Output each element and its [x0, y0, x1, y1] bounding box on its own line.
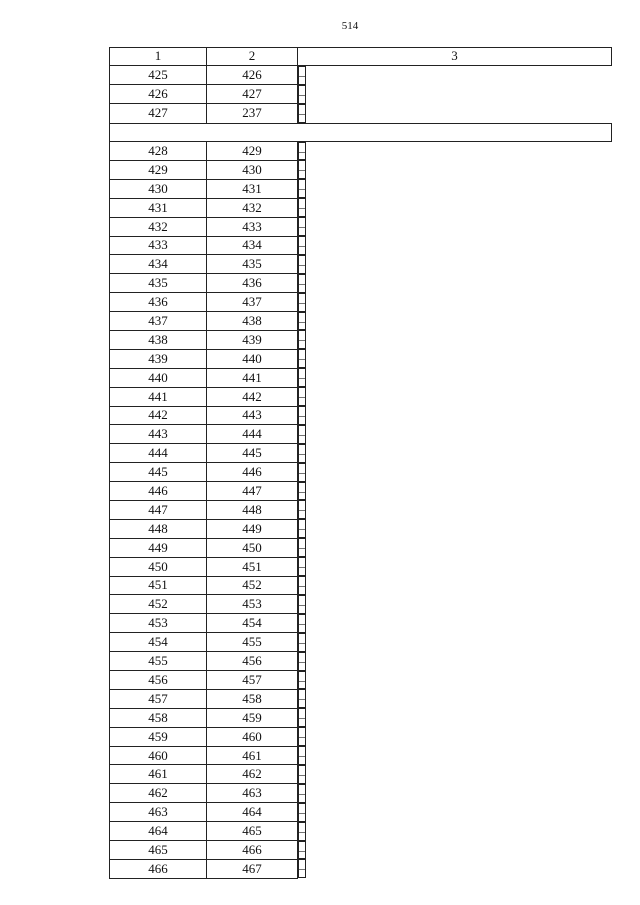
table-cell-col-3: – — [298, 463, 306, 482]
table-cell-col-1: 438 — [110, 330, 207, 349]
table-cell-col-1: 443 — [110, 425, 207, 444]
table-row — [110, 349, 612, 368]
table-cell-col-2: 456 — [207, 652, 298, 671]
table-cell-col-3: – — [298, 727, 306, 746]
table-row — [110, 387, 612, 406]
table-row — [110, 368, 612, 387]
table-row — [110, 293, 612, 312]
table-cell-col-2: 449 — [207, 519, 298, 538]
table-cell-col-3: – — [298, 425, 306, 444]
table-cell-col-2: 443 — [207, 406, 298, 425]
table-cell-col-1: 436 — [110, 293, 207, 312]
table-row — [110, 614, 612, 633]
table-cell-col-3: – — [298, 160, 306, 179]
table-cell-col-1: 454 — [110, 633, 207, 652]
table-cell-col-1: 444 — [110, 444, 207, 463]
table-row — [110, 576, 612, 595]
table-cell-col-1: 435 — [110, 274, 207, 293]
table-cell-col-2: 426 — [207, 65, 298, 84]
table-cell-col-2: 460 — [207, 727, 298, 746]
table-row — [110, 689, 612, 708]
table-cell-col-2: 454 — [207, 614, 298, 633]
table-cell-col-1: 439 — [110, 349, 207, 368]
table-row — [110, 841, 612, 860]
table-cell-col-3: – — [298, 633, 306, 652]
table-cell-col-2: 457 — [207, 671, 298, 690]
table-cell-col-1: 460 — [110, 746, 207, 765]
table-row — [110, 198, 612, 217]
table-row — [110, 425, 612, 444]
table-cell-col-1: 458 — [110, 708, 207, 727]
table-cell-col-2: 458 — [207, 689, 298, 708]
table-cell-col-2: 435 — [207, 255, 298, 274]
table-row — [110, 557, 612, 576]
table-cell-col-2: 453 — [207, 595, 298, 614]
table-cell-col-1: 459 — [110, 727, 207, 746]
table-cell-col-2: 445 — [207, 444, 298, 463]
table-row — [110, 765, 612, 784]
table-row — [110, 463, 612, 482]
table-cell-col-1: 455 — [110, 652, 207, 671]
table-cell-col-3: – — [298, 66, 306, 85]
table-cell-col-3: – — [298, 708, 306, 727]
table-cell-col-3: – — [298, 444, 306, 463]
table-cell-col-3: – — [298, 104, 306, 123]
table-row — [110, 406, 612, 425]
table-cell-col-2: 430 — [207, 160, 298, 179]
table-cell-col-3: – — [298, 179, 306, 198]
table-row — [110, 652, 612, 671]
table-cell-col-2: 450 — [207, 538, 298, 557]
table-row — [110, 217, 612, 236]
table-row — [110, 671, 612, 690]
table-cell-col-3: – — [298, 746, 306, 765]
table-row — [110, 85, 612, 104]
table-cell-col-3: – — [298, 671, 306, 690]
table-cell-col-1: 432 — [110, 217, 207, 236]
table-cell-col-1: 431 — [110, 198, 207, 217]
table-cell-col-1: 426 — [110, 85, 207, 104]
table-row — [110, 330, 612, 349]
table-cell-col-1: 428 — [110, 141, 207, 160]
table-cell-col-2: 441 — [207, 368, 298, 387]
table-cell-col-1: 446 — [110, 482, 207, 501]
table-cell-col-1: 427 — [110, 104, 207, 123]
table-cell-col-3: – — [298, 236, 306, 255]
table-row — [110, 784, 612, 803]
table-cell-col-1: 425 — [110, 65, 207, 84]
table-cell-col-2: 455 — [207, 633, 298, 652]
table-cell-col-1: 466 — [110, 859, 207, 878]
table-cell-col-1: 430 — [110, 179, 207, 198]
table-cell-col-2: 459 — [207, 708, 298, 727]
table-row — [110, 519, 612, 538]
table-row — [110, 160, 612, 179]
table-cell-col-2: 465 — [207, 822, 298, 841]
table-row — [110, 803, 612, 822]
table-separator-row — [110, 123, 612, 141]
table-cell-col-2: 237 — [207, 104, 298, 123]
table-row — [110, 633, 612, 652]
table-cell-col-2: 444 — [207, 425, 298, 444]
table-cell-col-1: 464 — [110, 822, 207, 841]
table-separator-cell — [110, 123, 612, 141]
table-cell-col-3: – — [298, 784, 306, 803]
table-cell-col-3: – — [298, 312, 306, 331]
table-row — [110, 255, 612, 274]
table-cell-col-2: 432 — [207, 198, 298, 217]
table-cell-col-2: 429 — [207, 141, 298, 160]
table-cell-col-3: – — [298, 803, 306, 822]
table-cell-col-3: – — [298, 557, 306, 576]
table-cell-col-2: 467 — [207, 859, 298, 878]
table-cell-col-2: 433 — [207, 217, 298, 236]
data-table-container — [109, 47, 611, 879]
table-cell-col-1: 452 — [110, 595, 207, 614]
table-cell-col-1: 437 — [110, 312, 207, 331]
table-cell-col-3: – — [298, 689, 306, 708]
table-cell-col-1: 457 — [110, 689, 207, 708]
table-cell-col-3: – — [298, 652, 306, 671]
table-row — [110, 141, 612, 160]
table-cell-col-2: 434 — [207, 236, 298, 255]
table-row — [110, 500, 612, 519]
table-cell-col-3: – — [298, 859, 306, 878]
table-cell-col-2: 439 — [207, 330, 298, 349]
table-cell-col-3: – — [298, 217, 306, 236]
table-cell-col-2: 462 — [207, 765, 298, 784]
table-row — [110, 179, 612, 198]
table-cell-col-2: 461 — [207, 746, 298, 765]
table-cell-col-3: – — [298, 293, 306, 312]
table-cell-col-1: 434 — [110, 255, 207, 274]
table-cell-col-2: 452 — [207, 576, 298, 595]
table-cell-col-1: 463 — [110, 803, 207, 822]
table-cell-col-2: 438 — [207, 312, 298, 331]
table-cell-col-2: 436 — [207, 274, 298, 293]
table-row — [110, 236, 612, 255]
table-cell-col-3: – — [298, 142, 306, 161]
table-cell-col-2: 463 — [207, 784, 298, 803]
table-cell-col-1: 433 — [110, 236, 207, 255]
table-cell-col-3: – — [298, 576, 306, 595]
table-cell-col-1: 441 — [110, 387, 207, 406]
table-cell-col-3: – — [298, 330, 306, 349]
table-cell-col-3: – — [298, 500, 306, 519]
table-cell-col-3: – — [298, 538, 306, 557]
table-cell-col-2: 431 — [207, 179, 298, 198]
table-cell-col-3: – — [298, 255, 306, 274]
table-cell-col-1: 449 — [110, 538, 207, 557]
table-row — [110, 595, 612, 614]
table-row — [110, 859, 612, 878]
table-cell-col-3: – — [298, 349, 306, 368]
table-cell-col-3: – — [298, 274, 306, 293]
table-row — [110, 708, 612, 727]
table-cell-col-2: 464 — [207, 803, 298, 822]
table-cell-col-1: 465 — [110, 841, 207, 860]
table-cell-col-1: 448 — [110, 519, 207, 538]
table-cell-col-3: – — [298, 85, 306, 104]
table-cell-col-1: 462 — [110, 784, 207, 803]
table-cell-col-3: – — [298, 841, 306, 860]
table-cell-col-3: – — [298, 519, 306, 538]
column-header-3: 3 — [298, 48, 612, 66]
table-cell-col-3: – — [298, 368, 306, 387]
table-cell-col-3: – — [298, 387, 306, 406]
table-cell-col-1: 442 — [110, 406, 207, 425]
table-cell-col-1: 447 — [110, 500, 207, 519]
table-row — [110, 65, 612, 84]
table-cell-col-3: – — [298, 198, 306, 217]
table-row — [110, 104, 612, 123]
table-cell-col-3: – — [298, 822, 306, 841]
table-cell-col-1: 445 — [110, 463, 207, 482]
table-row — [110, 444, 612, 463]
table-cell-col-1: 451 — [110, 576, 207, 595]
table-header-row — [110, 48, 612, 66]
table-cell-col-2: 451 — [207, 557, 298, 576]
table-cell-col-2: 447 — [207, 482, 298, 501]
table-cell-col-1: 429 — [110, 160, 207, 179]
table-row — [110, 746, 612, 765]
table-cell-col-2: 448 — [207, 500, 298, 519]
table-cell-col-3: – — [298, 595, 306, 614]
table-cell-col-3: – — [298, 482, 306, 501]
table-cell-col-1: 461 — [110, 765, 207, 784]
table-cell-col-2: 446 — [207, 463, 298, 482]
table-cell-col-2: 437 — [207, 293, 298, 312]
table-cell-col-2: 440 — [207, 349, 298, 368]
table-row — [110, 727, 612, 746]
data-table — [109, 47, 612, 879]
table-row — [110, 274, 612, 293]
table-cell-col-1: 440 — [110, 368, 207, 387]
table-cell-col-3: – — [298, 406, 306, 425]
table-row — [110, 538, 612, 557]
column-header-2: 2 — [207, 48, 298, 66]
table-row — [110, 482, 612, 501]
table-cell-col-2: 466 — [207, 841, 298, 860]
table-cell-col-1: 453 — [110, 614, 207, 633]
table-cell-col-2: 427 — [207, 85, 298, 104]
table-cell-col-3: – — [298, 765, 306, 784]
table-cell-col-1: 450 — [110, 557, 207, 576]
page-number: 514 — [341, 20, 359, 32]
table-cell-col-3: – — [298, 614, 306, 633]
table-cell-col-1: 456 — [110, 671, 207, 690]
table-row — [110, 312, 612, 331]
table-row — [110, 822, 612, 841]
table-cell-col-2: 442 — [207, 387, 298, 406]
column-header-1: 1 — [110, 48, 207, 66]
